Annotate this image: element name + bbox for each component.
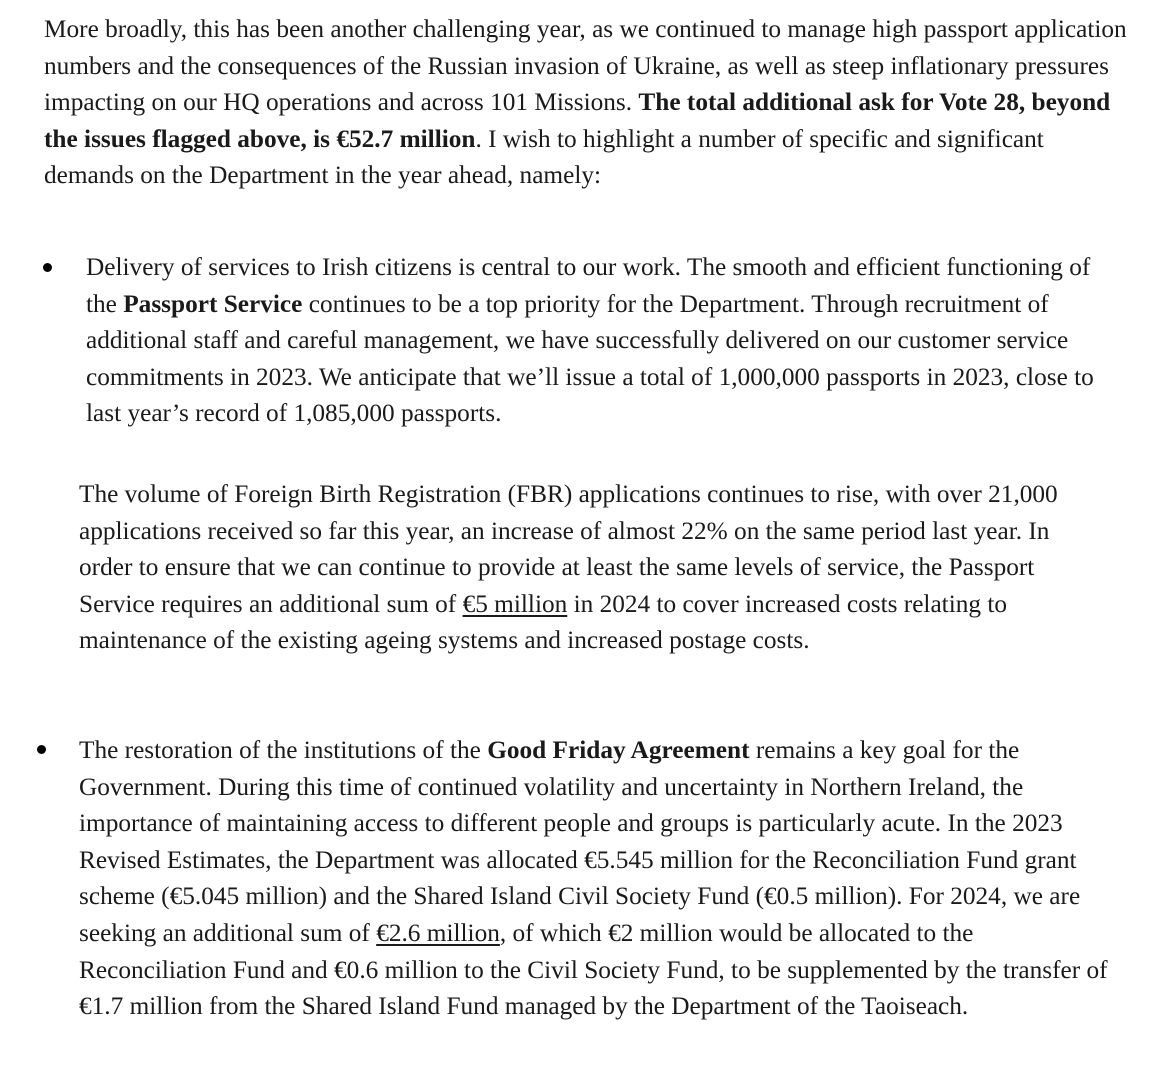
intro-paragraph [44,11,1129,194]
intro-bold-total-ask: The total additional ask for Vote 28, beyond the issues flagged above, is €52.7 million [44,88,1111,153]
intro-text-1: More broadly, this has been another challenging year, as we continued to manage high passport application numbers and the consequences of the Russian invasion of Ukraine, as well as steep inflationary pressures impacting on our HQ operations and across 101 Missions. [44,15,1127,117]
intro-text-2: . I wish to highlight a number of specific and significant demands on the Department in the year ahead, namely: [44,124,1044,190]
bullet-icon [37,745,46,754]
fbr-text-1: The volume of Foreign Birth Registration (FBR) applications continues to rise, with over 21,000 applications received so far this year, an increase of almost 22% on the same period last year. In order to ensure that we can continue to provide at least the same levels of service, the Passport Service requires an additional sum of [79,480,1058,618]
bullet-2-text-2: remains a key goal for the Government. During this time of continued volatility and uncertainty in Northern Ireland, the importance of maintaining access to different people and groups is particularly acute. In the 2023 Revised Estimates, the Department was allocated €5.545 million for the Reconciliation Fund grant scheme (€5.045 million) and the Shared Island Civil Society Fund (€0.5 million). For 2024, we are seeking an additional sum of [79,736,1081,947]
fbr-text-2: in 2024 to cover increased costs relating to maintenance of the existing ageing systems and increased postage costs. [79,589,1008,655]
bullet-2-underline-amount: €2.6 million [376,918,500,947]
fbr-underline-amount: €5 million [462,589,568,618]
bullet-2-text-1: The restoration of the institutions of the [79,736,488,764]
bullet-1-text-1: Delivery of services to Irish citizens is central to our work. The smooth and efficient functioning of the [86,253,1091,318]
fbr-paragraph [79,476,1104,659]
bullet-1-text-2: continues to be a top priority for the Department. Through recruitment of additional staff and careful management, we have successfully delivered on our customer service commitments in 2023. We anticipate that we’ll issue a total of 1,000,000 passports in 2023, close to last year’s record of 1,085,000 passports. [86,289,1094,428]
bullet-passport-service [86,249,1106,432]
bullet-2-bold-good-friday-agreement: Good Friday Agreement [487,736,750,764]
bullet-2-text-3: , of which €2 million would be allocated to the Reconciliation Fund and €0.6 million to the Civil Society Fund, to be supplemented by the transfer of €1.7 million from the Shared Island Fund managed by the Department of the Taoiseach. [79,918,1108,1021]
bullet-good-friday-agreement [79,732,1111,1025]
bullet-1-bold-passport-service: Passport Service [123,289,303,318]
bullet-icon [43,263,52,272]
